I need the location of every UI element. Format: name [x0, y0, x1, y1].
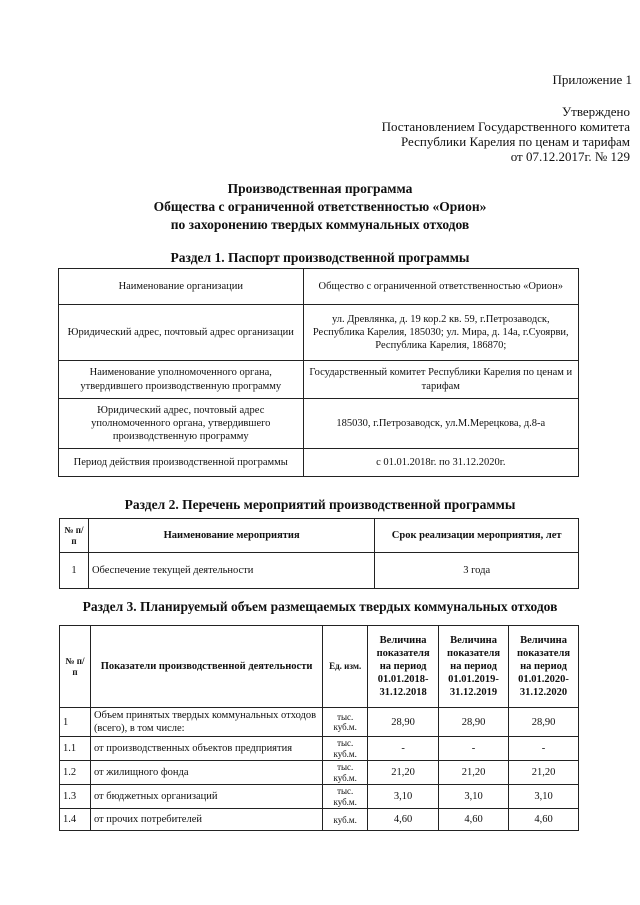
- appendix-label: Приложение 1: [552, 72, 632, 87]
- cell-num: 1.4: [60, 809, 91, 831]
- cell-num: 1.3: [60, 785, 91, 809]
- cell-value-2020: 21,20: [509, 761, 579, 785]
- cell-indicator: Объем принятых твердых коммунальных отходов (всего), в том числе:: [90, 708, 322, 737]
- passport-label: Наименование уполномоченного органа, утвердившего производственную программу: [59, 361, 304, 399]
- approved-label: Утверждено: [561, 104, 630, 119]
- cell-value-2018: 28,90: [368, 708, 439, 737]
- section2-heading: Раздел 2. Перечень мероприятий производственной программы: [124, 497, 516, 512]
- title-line-1: Производственная программа: [227, 181, 413, 196]
- cell-num: 1: [60, 708, 91, 737]
- cell-value-2019: 4,60: [439, 809, 509, 831]
- cell-value-2019: 21,20: [439, 761, 509, 785]
- passport-value: с 01.01.2018г. по 31.12.2020г.: [303, 449, 578, 477]
- cell-value-2020: 28,90: [509, 708, 579, 737]
- passport-value: ул. Древлянка, д. 19 кор.2 кв. 59, г.Петрозаводск, Республика Карелия, 185030; ул. Мира, д. 14а, г.Суоярви, Республика Карелия, 186870;: [303, 305, 578, 361]
- cell-unit: тыс. куб.м.: [323, 761, 368, 785]
- passport-row: [59, 399, 579, 449]
- cell-name: Обеспечение текущей деятельности: [88, 553, 374, 589]
- col-header-indicator: Показатели производственной деятельности: [90, 626, 322, 708]
- passport-value: Общество с ограниченной ответственностью «Орион»: [303, 269, 578, 305]
- cell-value-2020: 3,10: [509, 785, 579, 809]
- passport-row: [59, 449, 579, 477]
- col-header-num: № п/п: [60, 626, 91, 708]
- col-header-unit: Ед. изм.: [323, 626, 368, 708]
- table-row: [60, 708, 579, 737]
- table-row: [60, 737, 579, 761]
- table-row: [60, 809, 579, 831]
- passport-value: 185030, г.Петрозаводск, ул.М.Мерецкова, д.8-а: [303, 399, 578, 449]
- title-line-2: Общества с ограниченной ответственностью «Орион»: [153, 199, 487, 214]
- decree-line-1: Постановлением Государственного комитета: [381, 119, 630, 134]
- passport-table: [58, 268, 579, 477]
- passport-label: Наименование организации: [59, 269, 304, 305]
- table-row: [60, 553, 579, 589]
- volume-header-row: [60, 626, 579, 708]
- section3-heading: Раздел 3. Планируемый объем размещаемых твердых коммунальных отходов: [82, 599, 558, 614]
- table-row: [60, 761, 579, 785]
- cell-value-2020: -: [509, 737, 579, 761]
- decree-line-2: Республики Карелия по ценам и тарифам: [400, 134, 630, 149]
- cell-indicator: от производственных объектов предприятия: [90, 737, 322, 761]
- cell-indicator: от жилищного фонда: [90, 761, 322, 785]
- cell-value-2019: 3,10: [439, 785, 509, 809]
- cell-value-2020: 4,60: [509, 809, 579, 831]
- cell-value-2018: 3,10: [368, 785, 439, 809]
- cell-term: 3 года: [375, 553, 579, 589]
- decree-line-3: от 07.12.2017г. № 129: [510, 149, 630, 164]
- cell-num: 1: [60, 553, 89, 589]
- title-line-3: по захоронению твердых коммунальных отходов: [170, 217, 470, 232]
- passport-label: Юридический адрес, почтовый адрес уполномоченного органа, утвердившего производственную программу: [59, 399, 304, 449]
- cell-indicator: от прочих потребителей: [90, 809, 322, 831]
- cell-unit: куб.м.: [323, 809, 368, 831]
- cell-unit: тыс. куб.м.: [323, 737, 368, 761]
- cell-unit: тыс. куб.м.: [323, 708, 368, 737]
- col-header-term: Срок реализации мероприятия, лет: [375, 519, 579, 553]
- col-header-name: Наименование мероприятия: [88, 519, 374, 553]
- table-row: [60, 785, 579, 809]
- cell-value-2018: -: [368, 737, 439, 761]
- cell-value-2019: -: [439, 737, 509, 761]
- col-header-period-2018: Величина показателя на период 01.01.2018-31.12.2018: [368, 626, 439, 708]
- cell-unit: тыс. куб.м.: [323, 785, 368, 809]
- passport-row: [59, 305, 579, 361]
- cell-value-2018: 21,20: [368, 761, 439, 785]
- col-header-period-2019: Величина показателя на период 01.01.2019-31.12.2019: [439, 626, 509, 708]
- measures-table: [59, 518, 579, 589]
- cell-indicator: от бюджетных организаций: [90, 785, 322, 809]
- measures-header-row: [60, 519, 579, 553]
- passport-row: [59, 361, 579, 399]
- cell-value-2018: 4,60: [368, 809, 439, 831]
- cell-num: 1.1: [60, 737, 91, 761]
- passport-label: Юридический адрес, почтовый адрес организации: [59, 305, 304, 361]
- section1-heading: Раздел 1. Паспорт производственной программы: [170, 250, 470, 265]
- passport-label: Период действия производственной программы: [59, 449, 304, 477]
- volume-table: [59, 625, 579, 831]
- col-header-num: № п/п: [60, 519, 89, 553]
- cell-value-2019: 28,90: [439, 708, 509, 737]
- passport-row: [59, 269, 579, 305]
- cell-num: 1.2: [60, 761, 91, 785]
- passport-value: Государственный комитет Республики Карелия по ценам и тарифам: [303, 361, 578, 399]
- col-header-period-2020: Величина показателя на период 01.01.2020-31.12.2020: [509, 626, 579, 708]
